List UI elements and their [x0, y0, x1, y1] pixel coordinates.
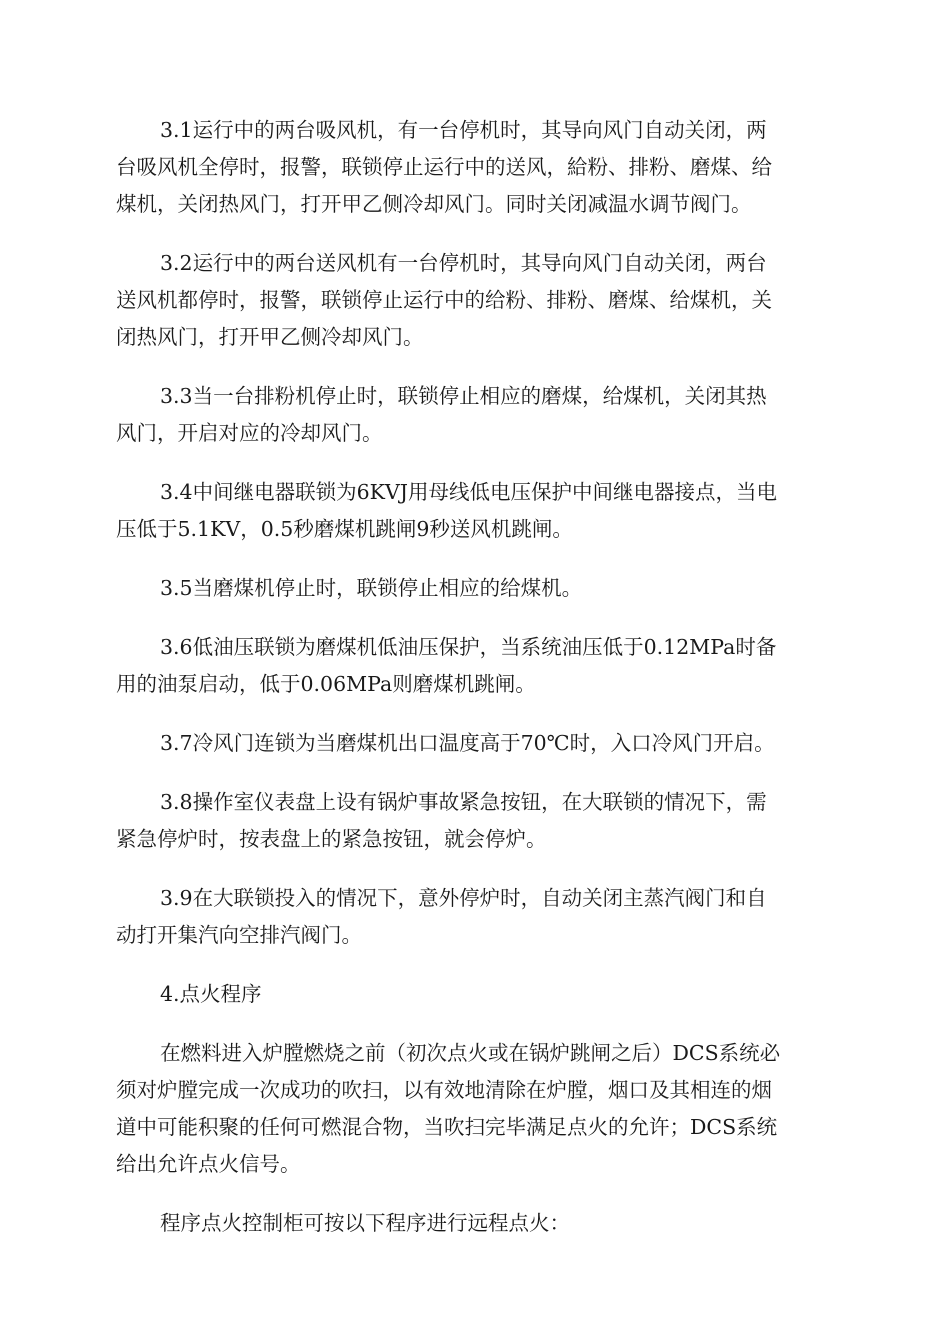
paragraph-3-2: 3.2运行中的两台送风机有一台停机时，其导向风门自动关闭，两台 送风机都停时，报警，联锁停止运行中的给粉、排粉、磨煤、给煤机，关 闭热风门，打开甲乙侧冷却风门。	[116, 251, 772, 349]
paragraph-3-4: 3.4中间继电器联锁为6KVJ用母线低电压保护中间继电器接点，当电 压低于5.1KV，0.5秒磨煤机跳闸9秒送风机跳闸。	[116, 480, 777, 541]
document-body	[116, 112, 832, 1264]
paragraph-3-6: 3.6低油压联锁为磨煤机低油压保护，当系统油压低于0.12MPa时备 用的油泵启动，低于0.06MPa则磨煤机跳闸。	[116, 635, 777, 696]
paragraph-purge: 在燃料进入炉膛燃烧之前（初次点火或在锅炉跳闸之后）DCS系统必 须对炉膛完成一次成功的吹扫，以有效地清除在炉膛，烟口及其相连的烟 道中可能积聚的任何可燃混合物，当吹扫完毕满足点火的允许；DCS系统 给出允许点火信号。	[116, 1041, 781, 1176]
paragraph-3-9: 3.9在大联锁投入的情况下，意外停炉时，自动关闭主蒸汽阀门和自 动打开集汽向空排汽阀门。	[116, 886, 767, 947]
paragraph-remote-ignition: 程序点火控制柜可按以下程序进行远程点火：	[160, 1211, 570, 1235]
section-heading-ignition: 4.点火程序	[160, 982, 262, 1006]
paragraph-3-5: 3.5当磨煤机停止时，联锁停止相应的给煤机。	[160, 576, 583, 600]
paragraph-3-1: 3.1运行中的两台吸风机，有一台停机时，其导向风门自动关闭，两 台吸风机全停时，报警，联锁停止运行中的送风，給粉、排粉、磨煤、给 煤机，关闭热风门，打开甲乙侧冷却风门。同时关闭减温水调节阀门。	[116, 118, 772, 216]
paragraph-3-8: 3.8操作室仪表盘上设有锅炉事故紧急按钮，在大联锁的情况下，需 紧急停炉时，按表盘上的紧急按钮，就会停炉。	[116, 790, 767, 851]
paragraph-3-7: 3.7冷风门连锁为当磨煤机出口温度高于70℃时，入口冷风门开启。	[160, 731, 775, 755]
paragraph-3-3: 3.3当一台排粉机停止时，联锁停止相应的磨煤，给煤机，关闭其热 风门，开启对应的冷却风门。	[116, 384, 767, 445]
